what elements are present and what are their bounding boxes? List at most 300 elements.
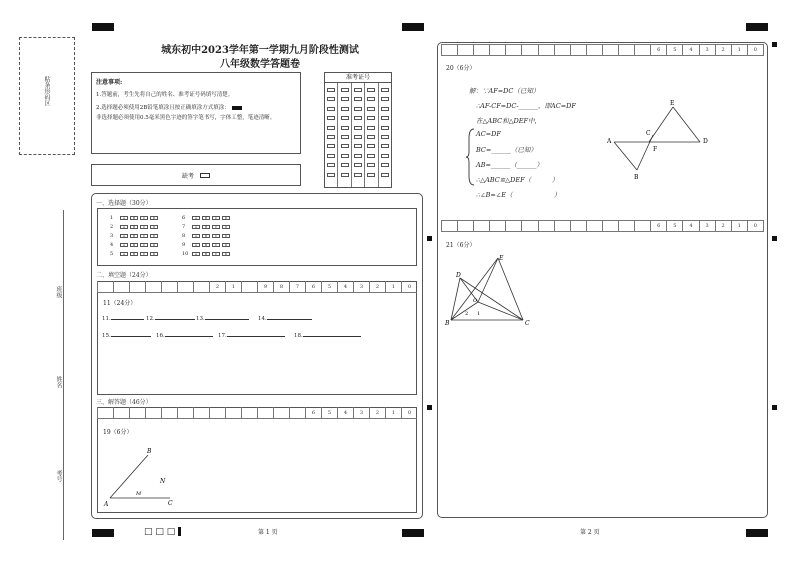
score-cell[interactable]: 2 bbox=[715, 45, 731, 55]
score-cell[interactable]: 5 bbox=[666, 221, 682, 231]
choice-bubble-d[interactable]: D bbox=[150, 252, 158, 256]
proof-line: 解：∵AF=DC（已知） bbox=[469, 87, 540, 95]
notes-title: 注意事项: bbox=[96, 79, 123, 86]
side-mark-4 bbox=[772, 236, 777, 241]
ticket-digit-bubble[interactable] bbox=[381, 135, 389, 139]
score-cell[interactable] bbox=[177, 281, 193, 292]
score-cell[interactable] bbox=[634, 221, 650, 231]
choice-bubble-b[interactable]: B bbox=[130, 234, 138, 238]
footer-dots-text: □ □ □ bbox=[144, 527, 176, 537]
section2-title: 二、填空题（24分） bbox=[96, 272, 152, 279]
fill-blank-item bbox=[294, 333, 361, 339]
side-mark-3 bbox=[772, 42, 777, 47]
score-cell[interactable]: 4 bbox=[682, 221, 698, 231]
fill-blank-item bbox=[156, 333, 213, 339]
page-subtitle: 八年级数学答题卷 bbox=[220, 59, 300, 70]
corner-mark-tc bbox=[402, 23, 424, 31]
notes-line-3: 非选择题必须使用0.5毫米黑色字迹的签字笔书写，字体工整，笔迹清晰。 bbox=[96, 115, 276, 121]
choice-bubble-c[interactable]: C bbox=[212, 252, 220, 256]
choice-row bbox=[182, 232, 232, 240]
score-cell[interactable] bbox=[634, 45, 650, 55]
score-cell[interactable] bbox=[489, 45, 505, 55]
ticket-column bbox=[364, 83, 377, 187]
score-cell[interactable]: 5 bbox=[321, 407, 337, 418]
score-cell[interactable]: 0 bbox=[401, 407, 417, 418]
choice-row bbox=[110, 223, 160, 231]
score-cell[interactable] bbox=[113, 407, 129, 418]
ticket-digit-bubble[interactable] bbox=[327, 144, 335, 148]
fill-blank-line[interactable] bbox=[205, 319, 249, 320]
score-cell[interactable]: 1 bbox=[225, 281, 241, 292]
choice-row bbox=[110, 214, 160, 222]
choice-bubble-b[interactable]: B bbox=[130, 225, 138, 229]
score-cell[interactable] bbox=[457, 221, 473, 231]
fig21-line-ce bbox=[498, 258, 523, 320]
ticket-digit-bubble[interactable] bbox=[381, 173, 389, 177]
corner-mark-br bbox=[746, 529, 768, 537]
fig19-label-m: M bbox=[136, 491, 142, 497]
score-cell[interactable]: 1 bbox=[731, 45, 747, 55]
fill-blank-number: 16. bbox=[156, 333, 165, 339]
fig19-label-b: B bbox=[147, 448, 152, 455]
fig21-label-1: 1 bbox=[477, 311, 481, 317]
score-cell[interactable] bbox=[209, 407, 225, 418]
choice-bubble-a[interactable]: A bbox=[120, 252, 128, 256]
score-cell[interactable] bbox=[193, 407, 209, 418]
footer-dots bbox=[144, 527, 181, 537]
ticket-digit-bubble[interactable] bbox=[354, 135, 362, 139]
choice-bubble-d[interactable]: D bbox=[222, 216, 230, 220]
footer-dot-mark bbox=[178, 527, 181, 536]
figure-20 bbox=[600, 95, 715, 185]
score-cell[interactable] bbox=[225, 407, 241, 418]
q19-label: 19（6分） bbox=[103, 429, 133, 436]
fig20-label-a: A bbox=[607, 138, 612, 145]
class-label: 班级 bbox=[55, 286, 62, 298]
choice-bubble-c[interactable]: C bbox=[212, 216, 220, 220]
fill-blank-number: 13. bbox=[196, 316, 205, 322]
score-cell[interactable]: 9 bbox=[257, 281, 273, 292]
fill-blank-number: 15. bbox=[102, 333, 111, 339]
score-cell[interactable] bbox=[113, 281, 129, 292]
score-cell[interactable] bbox=[97, 407, 113, 418]
score-cell[interactable]: 7 bbox=[289, 281, 305, 292]
score-cell[interactable]: 2 bbox=[369, 407, 385, 418]
fill-blank-line[interactable] bbox=[111, 336, 151, 337]
choice-row bbox=[110, 250, 160, 258]
choice-bubble-b[interactable]: B bbox=[202, 234, 210, 238]
score-cell[interactable] bbox=[241, 407, 257, 418]
ticket-digit-bubble[interactable] bbox=[381, 97, 389, 101]
ticket-digit-bubble[interactable] bbox=[327, 116, 335, 120]
fig19-line-ab bbox=[110, 455, 148, 498]
choice-bubble-d[interactable]: D bbox=[150, 234, 158, 238]
side-mark-2 bbox=[427, 405, 432, 410]
score-cell[interactable] bbox=[586, 221, 602, 231]
ticket-digit-bubble[interactable] bbox=[354, 154, 362, 158]
fig20-line-ed bbox=[673, 107, 700, 142]
ticket-digit-bubble[interactable] bbox=[381, 154, 389, 158]
ticket-digit-bubble[interactable] bbox=[354, 97, 362, 101]
score-cell[interactable] bbox=[289, 407, 305, 418]
score-cell[interactable]: 2 bbox=[715, 221, 731, 231]
fig20-label-e: E bbox=[670, 100, 675, 107]
score-cell[interactable] bbox=[538, 221, 554, 231]
score-cell[interactable] bbox=[521, 221, 537, 231]
score-cell[interactable] bbox=[570, 45, 586, 55]
page-number-2: 第 2 页 bbox=[580, 529, 600, 536]
score-cell[interactable] bbox=[602, 45, 618, 55]
corner-mark-bc bbox=[402, 529, 424, 537]
score-cell[interactable]: 1 bbox=[385, 281, 401, 292]
proof-line: AB=______（______） bbox=[476, 161, 543, 169]
choice-bubble-c[interactable]: C bbox=[140, 252, 148, 256]
ticket-label: 准考证号 bbox=[325, 73, 391, 83]
choice-bubble-a[interactable]: A bbox=[192, 234, 200, 238]
ticket-digit-bubble[interactable] bbox=[341, 163, 349, 167]
ticket-digit-bubble[interactable] bbox=[354, 173, 362, 177]
fig21-label-e: E bbox=[499, 255, 504, 262]
score-cell[interactable] bbox=[473, 221, 489, 231]
choice-bubble-d[interactable]: D bbox=[150, 243, 158, 247]
fill-blank-number: 17. bbox=[218, 333, 227, 339]
choice-bubble-b[interactable]: B bbox=[130, 252, 138, 256]
score-row-20 bbox=[441, 44, 764, 56]
score-cell[interactable]: 8 bbox=[273, 281, 289, 292]
score-cell[interactable]: 1 bbox=[385, 407, 401, 418]
ticket-digit-bubble[interactable] bbox=[327, 126, 335, 130]
ticket-digit-bubble[interactable] bbox=[327, 173, 335, 177]
score-cell[interactable]: 2 bbox=[209, 281, 225, 292]
score-cell[interactable]: 1 bbox=[731, 221, 747, 231]
fig19-label-a: A bbox=[104, 501, 109, 508]
score-cell[interactable] bbox=[145, 407, 161, 418]
ticket-digit-bubble[interactable] bbox=[367, 154, 375, 158]
ticket-digit-bubble[interactable] bbox=[354, 144, 362, 148]
notes-line-2-text: 2.选择题必须使用2B铅笔填涂且按正确填涂方式填涂： bbox=[96, 105, 230, 111]
proof-line: ∴△ABC≌△DEF（ ） bbox=[476, 176, 559, 184]
proof-line: AC=DF bbox=[476, 130, 501, 138]
ticket-digit-bubble[interactable] bbox=[341, 126, 349, 130]
fill-blank-line[interactable] bbox=[165, 336, 213, 337]
fig19-label-c: C bbox=[168, 500, 173, 507]
barcode-area-label: 粘条形码区 bbox=[43, 76, 50, 106]
ticket-digit-bubble[interactable] bbox=[367, 135, 375, 139]
fill-blank-number: 18. bbox=[294, 333, 303, 339]
proof-line: ∴AF-CF=DC-______，即AC=DF bbox=[476, 102, 576, 110]
ticket-digit-bubble[interactable] bbox=[341, 107, 349, 111]
page-title: 城东初中2023学年第一学期九月阶段性测试 bbox=[161, 45, 359, 56]
notes-line-2 bbox=[96, 103, 296, 111]
absent-label: 缺考 bbox=[181, 172, 194, 180]
score-cell[interactable]: 3 bbox=[699, 221, 715, 231]
corner-mark-tr bbox=[746, 23, 768, 31]
score-cell[interactable] bbox=[97, 281, 113, 292]
score-cell[interactable] bbox=[505, 45, 521, 55]
q21-label: 21（6分） bbox=[446, 242, 476, 249]
score-cell[interactable]: 3 bbox=[699, 45, 715, 55]
choice-bubble-b[interactable]: B bbox=[130, 243, 138, 247]
ticket-digit-bubble[interactable] bbox=[354, 88, 362, 92]
score-cell[interactable] bbox=[489, 221, 505, 231]
ticket-columns bbox=[325, 83, 391, 187]
fig20-line-fe bbox=[649, 107, 673, 142]
score-cell[interactable]: 3 bbox=[353, 281, 369, 292]
fill-blank-item bbox=[102, 316, 144, 322]
choice-bubble-a[interactable]: A bbox=[192, 225, 200, 229]
choice-row bbox=[110, 241, 160, 249]
choice-number: 6 bbox=[182, 215, 186, 221]
fill-blank-item bbox=[258, 316, 312, 322]
ticket-digit-bubble[interactable] bbox=[367, 163, 375, 167]
choice-bubble-d[interactable]: D bbox=[222, 234, 230, 238]
figure-21 bbox=[443, 252, 538, 327]
choice-bubble-b[interactable]: B bbox=[202, 225, 210, 229]
choice-row bbox=[110, 232, 160, 240]
choice-bubble-a[interactable]: A bbox=[192, 216, 200, 220]
section3-title: 三、解答题（46分） bbox=[96, 399, 152, 406]
fig21-label-2: 2 bbox=[465, 311, 469, 317]
choice-bubble-a[interactable]: A bbox=[120, 234, 128, 238]
ticket-digit-bubble[interactable] bbox=[354, 116, 362, 120]
score-cell[interactable]: 5 bbox=[666, 45, 682, 55]
fill-sample bbox=[232, 106, 242, 110]
score-cell[interactable] bbox=[538, 45, 554, 55]
ticket-digit-bubble[interactable] bbox=[381, 126, 389, 130]
choice-row bbox=[182, 241, 232, 249]
left-binding-line bbox=[63, 210, 64, 540]
brace-path bbox=[466, 129, 474, 185]
proof-line: ∴∠B=∠E（ ） bbox=[476, 191, 561, 199]
score-cell[interactable] bbox=[602, 221, 618, 231]
choice-bubble-c[interactable]: C bbox=[140, 243, 148, 247]
score-cell[interactable]: 2 bbox=[369, 281, 385, 292]
score-cell[interactable] bbox=[161, 407, 177, 418]
ticket-digit-bubble[interactable] bbox=[327, 107, 335, 111]
exam-no-label: 考号 bbox=[55, 470, 62, 482]
score-cell[interactable] bbox=[193, 281, 209, 292]
choice-bubble-a[interactable]: A bbox=[120, 243, 128, 247]
choice-bubble-c[interactable]: C bbox=[140, 216, 148, 220]
corner-mark-tl bbox=[92, 23, 114, 31]
choice-bubble-c[interactable]: C bbox=[212, 225, 220, 229]
score-row-19 bbox=[97, 407, 417, 419]
score-cell[interactable]: 0 bbox=[747, 45, 763, 55]
ticket-digit-bubble[interactable] bbox=[341, 88, 349, 92]
score-cell[interactable] bbox=[554, 221, 570, 231]
score-cell[interactable] bbox=[505, 221, 521, 231]
score-cell[interactable] bbox=[129, 281, 145, 292]
fig20-line-ab bbox=[614, 142, 637, 170]
fill-blank-line[interactable] bbox=[267, 319, 312, 320]
ticket-digit-bubble[interactable] bbox=[341, 97, 349, 101]
barcode-area bbox=[19, 37, 75, 155]
ticket-digit-bubble[interactable] bbox=[341, 135, 349, 139]
ticket-digit-bubble[interactable] bbox=[354, 126, 362, 130]
score-cell[interactable]: 0 bbox=[747, 221, 763, 231]
score-cell[interactable] bbox=[457, 45, 473, 55]
score-cell[interactable] bbox=[441, 221, 457, 231]
score-cell[interactable] bbox=[241, 281, 257, 292]
page-number-1: 第 1 页 bbox=[258, 529, 278, 536]
choice-number: 7 bbox=[182, 224, 186, 230]
ticket-digit-bubble[interactable] bbox=[381, 144, 389, 148]
choice-number: 5 bbox=[110, 251, 114, 257]
notes-line-1: 1.答题前，考生先将自己的姓名、准考证号码填写清楚。 bbox=[96, 92, 234, 98]
ticket-digit-bubble[interactable] bbox=[367, 116, 375, 120]
score-cell[interactable]: 4 bbox=[337, 281, 353, 292]
q11-label: 11（24分） bbox=[103, 300, 137, 307]
proof-line: 在△ABC和△DEF中， bbox=[476, 117, 542, 125]
choice-number: 10 bbox=[182, 251, 189, 257]
ticket-digit-bubble[interactable] bbox=[341, 144, 349, 148]
score-cell[interactable] bbox=[257, 407, 273, 418]
score-cell[interactable]: 4 bbox=[682, 45, 698, 55]
fill-blank-item bbox=[146, 316, 195, 322]
fig19-label-n: N bbox=[160, 478, 166, 485]
notes-box bbox=[91, 72, 301, 154]
choice-bubble-a[interactable]: A bbox=[192, 243, 200, 247]
name-label: 姓名 bbox=[55, 376, 62, 388]
score-cell[interactable]: 6 bbox=[305, 281, 321, 292]
ticket-digit-bubble[interactable] bbox=[367, 144, 375, 148]
ticket-digit-bubble[interactable] bbox=[367, 88, 375, 92]
corner-mark-bl bbox=[92, 529, 114, 537]
proof-brace bbox=[466, 128, 476, 186]
fill-blank-number: 11. bbox=[102, 316, 111, 322]
score-cell[interactable] bbox=[618, 221, 634, 231]
ticket-digit-bubble[interactable] bbox=[327, 154, 335, 158]
ticket-digit-bubble[interactable] bbox=[341, 154, 349, 158]
fill-blank-item bbox=[218, 333, 285, 339]
fig20-label-b: B bbox=[634, 174, 639, 181]
fig21-label-d: D bbox=[456, 272, 461, 279]
choice-bubble-d[interactable]: D bbox=[150, 216, 158, 220]
fig21-label-o: O bbox=[473, 298, 478, 304]
section1-title: 一、选择题（30分） bbox=[96, 200, 152, 207]
figure-19 bbox=[100, 443, 190, 511]
score-cell[interactable]: 4 bbox=[337, 407, 353, 418]
side-mark-5 bbox=[772, 405, 777, 410]
proof-line: BC=______（已知） bbox=[476, 146, 537, 154]
fill-blank-line[interactable] bbox=[155, 319, 195, 320]
ticket-digit-bubble[interactable] bbox=[341, 173, 349, 177]
ticket-digit-bubble[interactable] bbox=[367, 126, 375, 130]
choice-bubble-c[interactable]: C bbox=[140, 234, 148, 238]
choice-bubble-b[interactable]: B bbox=[202, 252, 210, 256]
choice-bubble-d[interactable]: D bbox=[222, 243, 230, 247]
q20-label: 20（6分） bbox=[446, 65, 476, 72]
ticket-digit-bubble[interactable] bbox=[354, 107, 362, 111]
fig20-label-d: D bbox=[703, 138, 708, 145]
score-cell[interactable] bbox=[441, 45, 457, 55]
choice-bubble-a[interactable]: A bbox=[120, 225, 128, 229]
choice-bubble-d[interactable]: D bbox=[222, 225, 230, 229]
choice-bubble-a[interactable]: A bbox=[192, 252, 200, 256]
ticket-column bbox=[351, 83, 364, 187]
ticket-digit-bubble[interactable] bbox=[327, 163, 335, 167]
ticket-digit-bubble[interactable] bbox=[367, 107, 375, 111]
ticket-digit-bubble[interactable] bbox=[381, 88, 389, 92]
fig21-label-c: C bbox=[525, 320, 530, 327]
ticket-digit-bubble[interactable] bbox=[341, 116, 349, 120]
side-mark-1 bbox=[427, 236, 432, 241]
ticket-digit-bubble[interactable] bbox=[327, 97, 335, 101]
score-row-21 bbox=[441, 220, 764, 232]
score-cell[interactable] bbox=[161, 281, 177, 292]
ticket-digit-bubble[interactable] bbox=[367, 173, 375, 177]
score-cell[interactable] bbox=[473, 45, 489, 55]
choice-bubble-c[interactable]: C bbox=[140, 225, 148, 229]
absent-checkbox[interactable] bbox=[200, 173, 210, 178]
ticket-digit-bubble[interactable] bbox=[327, 88, 335, 92]
score-cell[interactable] bbox=[129, 407, 145, 418]
ticket-digit-bubble[interactable] bbox=[381, 163, 389, 167]
choice-bubble-b[interactable]: B bbox=[202, 216, 210, 220]
choice-bubble-d[interactable]: D bbox=[222, 252, 230, 256]
fill-blank-item bbox=[102, 333, 151, 339]
fill-blank-line[interactable] bbox=[303, 336, 361, 337]
score-cell[interactable] bbox=[145, 281, 161, 292]
fig20-label-f: F bbox=[653, 146, 658, 153]
score-cell[interactable]: 6 bbox=[650, 45, 666, 55]
score-cell[interactable]: 5 bbox=[321, 281, 337, 292]
fill-blank-line[interactable] bbox=[111, 319, 144, 320]
choice-bubble-b[interactable]: B bbox=[130, 216, 138, 220]
choice-row bbox=[182, 223, 232, 231]
score-cell[interactable]: 6 bbox=[305, 407, 321, 418]
fig21-label-b: B bbox=[445, 320, 450, 327]
score-cell[interactable]: 3 bbox=[353, 407, 369, 418]
choice-number: 8 bbox=[182, 233, 186, 239]
choice-number: 4 bbox=[110, 242, 114, 248]
ticket-digit-bubble[interactable] bbox=[354, 163, 362, 167]
choice-number: 9 bbox=[182, 242, 186, 248]
score-cell[interactable] bbox=[273, 407, 289, 418]
ticket-digit-bubble[interactable] bbox=[381, 107, 389, 111]
fig21-line-dc bbox=[460, 278, 523, 320]
ticket-digit-bubble[interactable] bbox=[381, 116, 389, 120]
fill-blank-number: 12. bbox=[146, 316, 155, 322]
ticket-column bbox=[337, 83, 350, 187]
fill-blank-item bbox=[196, 316, 249, 322]
score-cell[interactable]: 0 bbox=[401, 281, 417, 292]
choice-bubble-c[interactable]: C bbox=[212, 234, 220, 238]
score-cell[interactable] bbox=[586, 45, 602, 55]
choice-bubble-d[interactable]: D bbox=[150, 225, 158, 229]
absent-box bbox=[91, 164, 301, 186]
score-cell[interactable]: 6 bbox=[650, 221, 666, 231]
fill-blank-line[interactable] bbox=[227, 336, 285, 337]
choice-bubble-a[interactable]: A bbox=[120, 216, 128, 220]
fig20-label-c: C bbox=[646, 130, 651, 137]
choice-row bbox=[182, 214, 232, 222]
ticket-column bbox=[325, 83, 337, 187]
score-row-fill bbox=[97, 281, 417, 293]
ticket-digit-bubble[interactable] bbox=[367, 97, 375, 101]
score-cell[interactable] bbox=[570, 221, 586, 231]
choice-bubble-b[interactable]: B bbox=[202, 243, 210, 247]
score-cell[interactable] bbox=[618, 45, 634, 55]
ticket-column bbox=[378, 83, 391, 187]
score-cell[interactable] bbox=[554, 45, 570, 55]
score-cell[interactable] bbox=[521, 45, 537, 55]
ticket-grid bbox=[324, 72, 392, 188]
ticket-digit-bubble[interactable] bbox=[327, 135, 335, 139]
choice-number: 1 bbox=[110, 215, 114, 221]
score-cell[interactable] bbox=[177, 407, 193, 418]
choice-bubble-c[interactable]: C bbox=[212, 243, 220, 247]
